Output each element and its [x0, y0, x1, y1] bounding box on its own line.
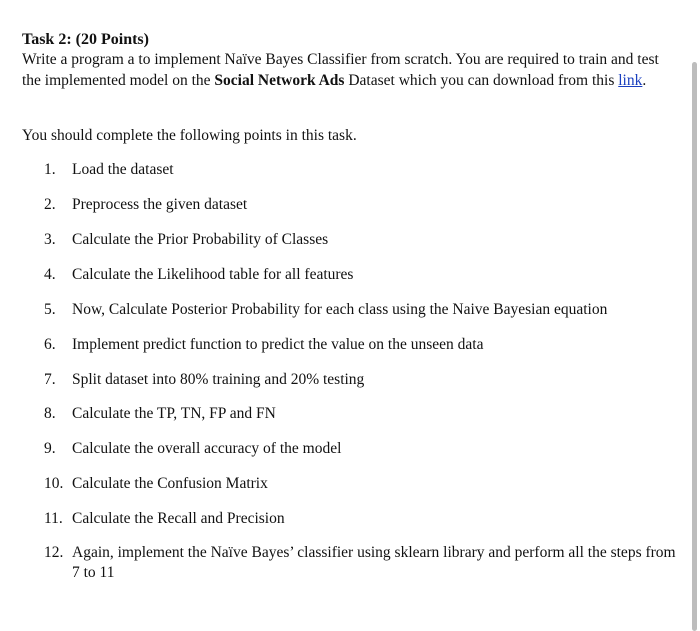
step-text: Load the dataset	[72, 161, 174, 178]
step-number: 2.	[44, 196, 56, 213]
step-number: 1.	[44, 161, 56, 178]
step-text: Split dataset into 80% training and 20% testing	[72, 371, 365, 388]
step-text: Now, Calculate Posterior Probability for each class using the Naive Bayesian equation	[72, 301, 608, 318]
step-text: Calculate the Confusion Matrix	[72, 475, 268, 492]
step-text: Calculate the Likelihood table for all features	[72, 266, 354, 283]
scrollbar-thumb[interactable]	[692, 62, 697, 631]
scrollbar[interactable]	[686, 0, 700, 631]
step-number: 4.	[44, 266, 56, 283]
task-description-part3: .	[642, 72, 647, 89]
step-number: 11.	[44, 510, 63, 527]
step-number: 5.	[44, 301, 56, 318]
step-text: Implement predict function to predict the value on the unseen data	[72, 336, 484, 353]
task-description	[22, 49, 677, 91]
step-number: 10.	[44, 475, 64, 492]
task-description-part2: Dataset which you can download from this	[344, 72, 619, 89]
step-text: Again, implement the Naïve Bayes’ classifier using sklearn library and perform all the steps from 7 to 11	[72, 544, 676, 581]
step-number: 6.	[44, 336, 56, 353]
step-text: Preprocess the given dataset	[72, 196, 248, 213]
dataset-name: Social Network Ads	[214, 72, 345, 89]
step-text: Calculate the overall accuracy of the model	[72, 440, 342, 457]
step-number: 8.	[44, 405, 56, 422]
step-number: 9.	[44, 440, 56, 457]
step-text: Calculate the Prior Probability of Classes	[72, 231, 329, 248]
step-number: 7.	[44, 371, 56, 388]
task-title: Task 2: (20 Points)	[22, 31, 149, 48]
task-intro: You should complete the following points in this task.	[22, 127, 357, 144]
step-number: 12.	[44, 544, 64, 561]
task-description-part1: Write a program a to implement Naïve Bayes Classifier from scratch. You are required to train and test the implemented model on the	[22, 51, 659, 89]
step-text: Calculate the TP, TN, FP and FN	[72, 405, 276, 422]
step-text: Calculate the Recall and Precision	[72, 510, 285, 527]
dataset-link[interactable]: link	[618, 72, 643, 89]
step-number: 3.	[44, 231, 56, 248]
